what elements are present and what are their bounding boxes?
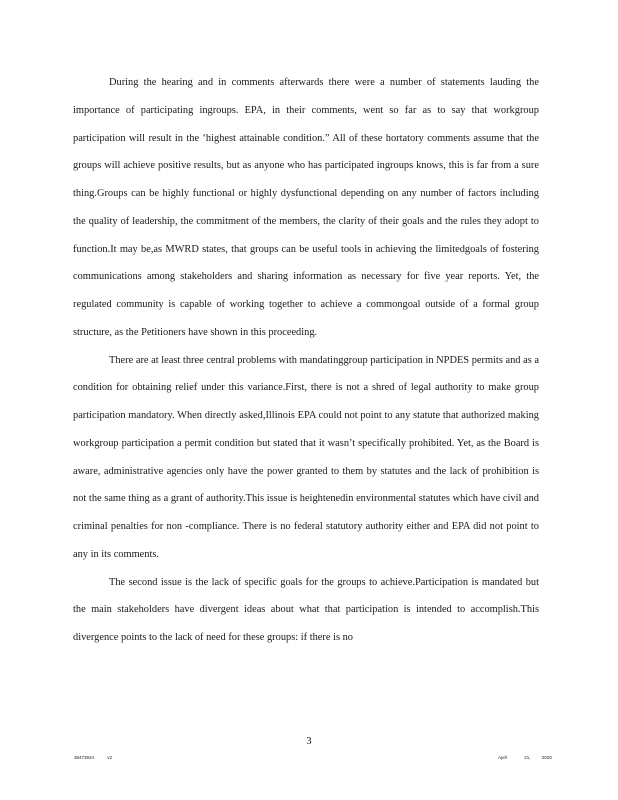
footer-doc-id: 38473934 — [74, 755, 95, 760]
footer-doc-info — [74, 755, 112, 760]
body-text — [73, 69, 539, 652]
paragraph-2: There are at least three central problems with mandatinggroup participation in NPDES permits and as a condition for obtaining relief under this variance.First, there is not a shred of legal authority to make group participation mandatory. When directly asked,Illinois EPA could not point to any statute that authorized making workgroup participation a permit condition but stated that it wasn’t specifically prohibited. Yet, as the Board is aware, administrative agencies only have the power granted to them by statutes and the lack of prohibition is not the same thing as a grant of authority.This issue is heightenedin environmental statutes which have civil and criminal penalties for non -compliance. There is no federal statutory authority either and EPA did not point to any in its comments. — [73, 354, 539, 560]
paragraph-1: During the hearing and in comments afterwards there were a number of statements lauding the importance of participating ingroups. EPA, in their comments, went so far as to say that workgroup participation will result in the ‘highest attainable condition.” All of these hortatory comments assume that the groups will achieve positive results, but as anyone who has participated ingroups knows, this is far from a sure thing.Groups can be highly functional or highly dysfunctional depending on any number of factors including the quality of leadership, the commitment of the members, the clarity of their goals and the rules they adopt to function.It may be,as MWRD states, that groups can be useful tools in achieving the limitedgoals of fostering communications among stakeholders and sharing information as necessary for five year reports. Yet, the regulated community is capable of working together to achieve a commongoal outside of a formal group structure, as the Petitioners have shown in this proceeding. — [73, 77, 539, 338]
paragraph-3: The second issue is the lack of specific goals for the groups to achieve.Participation is mandated but the main stakeholders have divergent ideas about what that participation is intended to accomplish.This divergence points to the lack of need for these groups: if there is no — [73, 576, 539, 643]
footer-date — [498, 755, 552, 760]
footer-version: v2 — [107, 755, 113, 760]
footer-date-year: 2020 — [541, 755, 552, 760]
footer-date-day: 21, — [524, 755, 531, 760]
page-number: 3 — [306, 736, 312, 747]
footer-date-month: April — [498, 755, 508, 760]
